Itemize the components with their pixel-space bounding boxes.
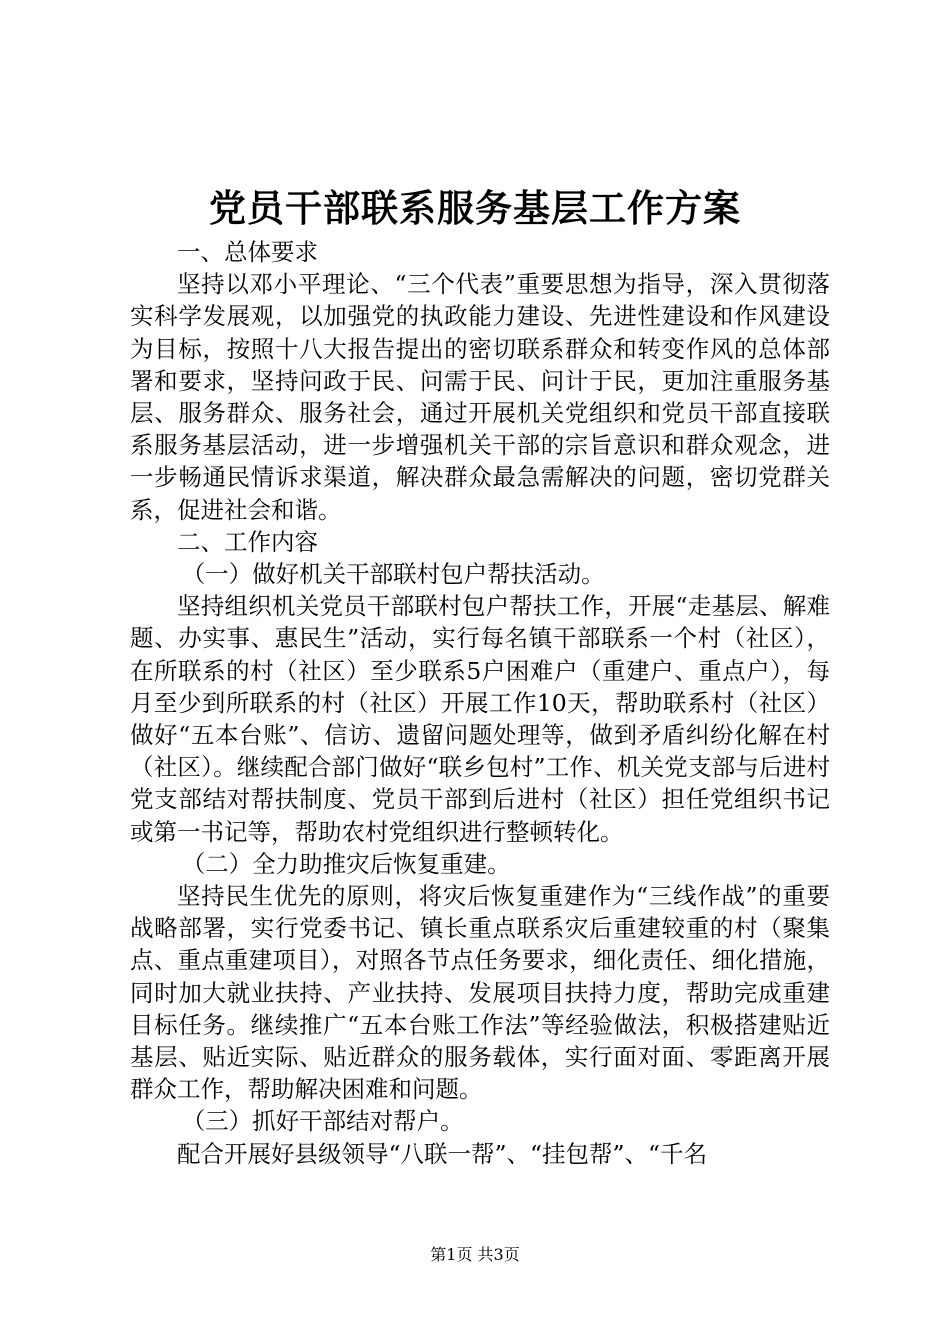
subsection-heading-1: （一）做好机关干部联村包户帮扶活动。 <box>181 560 605 589</box>
subsection-heading-3: （三）抓好干部结对帮户。 <box>181 1107 464 1136</box>
paragraph-subsection-1: 坚持组织机关党员干部联村包户帮扶工作，开展“走基层、解难题、办实事、惠民生”活动，实行每名镇干部联系一个村（社区），在所联系的村（社区）至少联系5户困难户（重建户、重点户），每月至少到所联系的村（社区）开展工作10天，帮助联系村（社区）做好“五本台账”、信访、遗留问题处理等，做到矛盾纠纷化解在村（社区）。继续配合部门做好“联乡包村”工作、机关党支部与后进村党支部结对帮扶制度、党员干部到后进村（社区）担任党组织书记或第一书记等，帮助农村党组织进行整顿转化。 <box>130 592 830 846</box>
paragraph-subsection-3: 配合开展好县级领导“八联一帮”、“挂包帮”、“千名 <box>177 1139 708 1168</box>
section-heading-work-content: 二、工作内容 <box>177 527 318 556</box>
document-body <box>130 236 830 1170</box>
section-heading-general-requirements: 一、总体要求 <box>177 238 318 266</box>
page-number-footer: 第1页 共3页 <box>430 1245 520 1264</box>
paragraph-general-requirements: 坚持以邓小平理论、“三个代表”重要思想为指导，深入贯彻落实科学发展观，以加强党的执政能力建设、先进性建设和作风建设为目标，按照十八大报告提出的密切联系群众和转变作风的总体部署和要求，坚持问政于民、问需于民、问计于民，更加注重服务基层、服务群众、服务社会，通过开展机关党组织和党员干部直接联系服务基层活动，进一步增强机关干部的宗旨意识和群众观念，进一步畅通民情诉求渠道，解决群众最急需解决的问题，密切党群关系，促进社会和谐。 <box>130 270 830 524</box>
paragraph-subsection-2: 坚持民生优先的原则，将灾后恢复重建作为“三线作战”的重要战略部署，实行党委书记、镇长重点联系灾后重建较重的村（聚集点、重点重建项目），对照各节点任务要求，细化责任、细化措施，同时加大就业扶持、产业扶持、发展项目扶持力度，帮助完成重建目标任务。继续推广“五本台账工作法”等经验做法，积极搭建贴近基层、贴近实际、贴近群众的服务载体，实行面对面、零距离开展群众工作，帮助解决困难和问题。 <box>130 882 830 1104</box>
subsection-heading-2: （二）全力助推灾后恢复重建。 <box>181 849 511 878</box>
document-title: 党员干部联系服务基层工作方案 <box>209 186 741 230</box>
